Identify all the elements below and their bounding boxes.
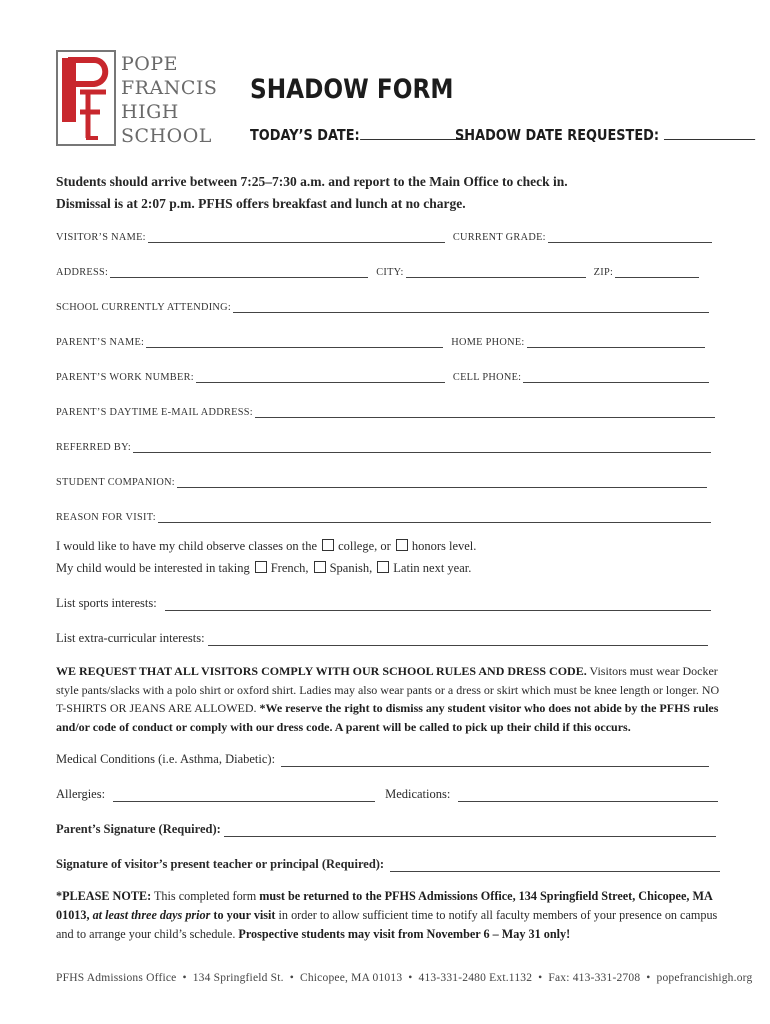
parent-signature-label: Parent’s Signature (Required): xyxy=(56,822,221,836)
footer-office: PFHS Admissions Office xyxy=(56,972,177,984)
note-deadline: at least three days prior xyxy=(92,908,211,922)
parent-email-row xyxy=(56,406,715,418)
school-attending-row xyxy=(56,301,709,313)
footer-city: Chicopee, MA 01013 xyxy=(299,972,403,984)
medications-field[interactable] xyxy=(458,789,718,802)
extracurricular-field[interactable] xyxy=(208,633,708,646)
parent-work-row xyxy=(56,371,709,383)
language-interest-line xyxy=(56,559,471,578)
shadow-date-line[interactable] xyxy=(664,139,755,140)
allergies-label: Allergies: xyxy=(56,787,106,801)
referred-by-label: REFERRED BY: xyxy=(56,442,132,453)
companion-label: STUDENT COMPANION: xyxy=(56,477,175,488)
home-phone-label: HOME PHONE: xyxy=(451,337,525,348)
note-text2: in order to allow sufficient time to notify all faculty members of your presence on campus and to arrange your child’s schedule. xyxy=(56,908,718,941)
teacher-signature-label: Signature of visitor’s present teacher or principal (Required): xyxy=(56,857,385,871)
form-title: SHADOW FORM xyxy=(250,74,454,105)
parent-name-row xyxy=(56,336,705,348)
college-label: college, or xyxy=(338,539,391,553)
cell-phone-label: CELL PHONE: xyxy=(452,372,522,383)
city-label: CITY: xyxy=(376,267,404,278)
note-bold1: must be returned to the PFHS Admissions Office, 134 Springfield Street, Chicopee, MA 01013, xyxy=(56,889,713,922)
arrival-line: Students should arrive between 7:25–7:30 a.m. and report to the Main Office to check in. xyxy=(56,174,568,189)
parent-email-field[interactable] xyxy=(255,406,715,418)
french-label: French, xyxy=(270,561,309,575)
home-phone-field[interactable] xyxy=(527,336,705,348)
footer-fax: Fax: 413-331-2708 xyxy=(548,972,641,984)
latin-checkbox[interactable] xyxy=(377,561,389,573)
note-bold2: to your visit xyxy=(213,908,276,922)
note-text1: This completed form xyxy=(153,889,257,903)
teacher-signature-field[interactable] xyxy=(390,859,720,872)
city-field[interactable] xyxy=(406,266,586,278)
policy-text: Visitors must wear Docker style pants/slacks with a polo shirt or oxford shirt. Ladies may also wear pants or a dress or skirt which must be knee length or longer. NO T-SHIRTS OR JEANS ARE ALLOWED. xyxy=(56,664,720,715)
parent-email-label: PARENT’S DAYTIME E-MAIL ADDRESS: xyxy=(56,407,253,418)
teacher-signature-row xyxy=(56,857,720,872)
shadow-date-field[interactable] xyxy=(455,126,755,144)
todays-date-label: TODAY’S DATE: xyxy=(250,126,360,144)
reason-label: REASON FOR VISIT: xyxy=(56,512,156,523)
dismissal-line: Dismissal is at 2:07 p.m. PFHS offers breakfast and lunch at no charge. xyxy=(56,196,466,211)
bullet-icon: • xyxy=(289,972,294,984)
extracurricular-row xyxy=(56,631,708,646)
college-checkbox[interactable] xyxy=(322,539,334,551)
spanish-checkbox[interactable] xyxy=(314,561,326,573)
visitor-name-label: VISITOR’S NAME: xyxy=(56,232,146,243)
footer-street: 134 Springfield St. xyxy=(192,972,284,984)
current-grade-label: CURRENT GRADE: xyxy=(452,232,546,243)
allergies-field[interactable] xyxy=(113,789,375,802)
referred-by-row xyxy=(56,441,711,453)
visitor-name-row xyxy=(56,231,712,243)
cell-phone-field[interactable] xyxy=(523,371,709,383)
zip-label: ZIP: xyxy=(593,267,614,278)
medical-conditions-field[interactable] xyxy=(281,754,709,767)
reason-field[interactable] xyxy=(158,511,711,523)
logo-line: POPE xyxy=(121,53,179,75)
companion-row xyxy=(56,476,707,488)
bullet-icon: • xyxy=(182,972,187,984)
logo-line: HIGH xyxy=(121,101,179,123)
observe-prefix: I would like to have my child observe classes on the xyxy=(56,539,318,553)
address-field[interactable] xyxy=(110,266,368,278)
bullet-icon: • xyxy=(408,972,413,984)
contact-footer xyxy=(56,972,752,984)
todays-date-line[interactable] xyxy=(360,139,467,140)
bullet-icon: • xyxy=(646,972,651,984)
current-grade-field[interactable] xyxy=(548,231,712,243)
note-lead: *PLEASE NOTE: xyxy=(56,889,152,903)
sports-row xyxy=(56,596,711,611)
visitor-name-field[interactable] xyxy=(148,231,445,243)
companion-field[interactable] xyxy=(177,476,707,488)
dress-code-policy xyxy=(56,662,720,736)
policy-warning: *We reserve the right to dismiss any student visitor who does not abide by the PFHS rules and/or code of conduct or comply with our dress code. A parent will be called to pick up their child if this occurs. xyxy=(56,701,719,734)
address-row xyxy=(56,266,699,278)
french-checkbox[interactable] xyxy=(255,561,267,573)
todays-date-field[interactable] xyxy=(250,126,466,144)
parent-signature-field[interactable] xyxy=(224,824,716,837)
extracurricular-label: List extra-curricular interests: xyxy=(56,631,205,645)
medical-conditions-row xyxy=(56,752,709,767)
parent-work-field[interactable] xyxy=(196,371,445,383)
sports-field[interactable] xyxy=(165,598,711,611)
spanish-label: Spanish, xyxy=(329,561,373,575)
address-label: ADDRESS: xyxy=(56,267,109,278)
shadow-date-label: SHADOW DATE REQUESTED: xyxy=(455,126,660,144)
parent-name-label: PARENT’S NAME: xyxy=(56,337,145,348)
parent-signature-row xyxy=(56,822,716,837)
medications-label: Medications: xyxy=(385,787,451,801)
school-logo-mark xyxy=(56,50,116,146)
logo-line: SCHOOL xyxy=(121,125,212,147)
medical-conditions-label: Medical Conditions (i.e. Asthma, Diabetic): xyxy=(56,752,276,766)
school-attending-field[interactable] xyxy=(233,301,709,313)
latin-label: Latin next year. xyxy=(393,561,472,575)
parent-work-label: PARENT’S WORK NUMBER: xyxy=(56,372,194,383)
referred-by-field[interactable] xyxy=(133,441,711,453)
sports-label: List sports interests: xyxy=(56,596,157,610)
footer-phone: 413-331-2480 Ext.1132 xyxy=(418,972,533,984)
note-visit-dates: Prospective students may visit from November 6 – May 31 only! xyxy=(238,927,571,941)
language-prefix: My child would be interested in taking xyxy=(56,561,250,575)
parent-name-field[interactable] xyxy=(146,336,443,348)
honors-label: honors level. xyxy=(411,539,477,553)
zip-field[interactable] xyxy=(615,266,699,278)
school-logo-wordmark xyxy=(121,52,217,148)
policy-heading: WE REQUEST THAT ALL VISITORS COMPLY WITH OUR SCHOOL RULES AND DRESS CODE. xyxy=(56,664,587,678)
bullet-icon: • xyxy=(538,972,543,984)
logo-line: FRANCIS xyxy=(121,77,218,99)
observe-classes-line xyxy=(56,537,476,556)
honors-checkbox[interactable] xyxy=(396,539,408,551)
pf-monogram-icon xyxy=(58,52,114,144)
arrival-instructions xyxy=(56,171,568,215)
reason-row xyxy=(56,511,711,523)
allergies-row xyxy=(56,787,718,802)
submission-note xyxy=(56,887,720,944)
footer-website: popefrancishigh.org xyxy=(656,972,753,984)
school-attending-label: SCHOOL CURRENTLY ATTENDING: xyxy=(56,302,232,313)
